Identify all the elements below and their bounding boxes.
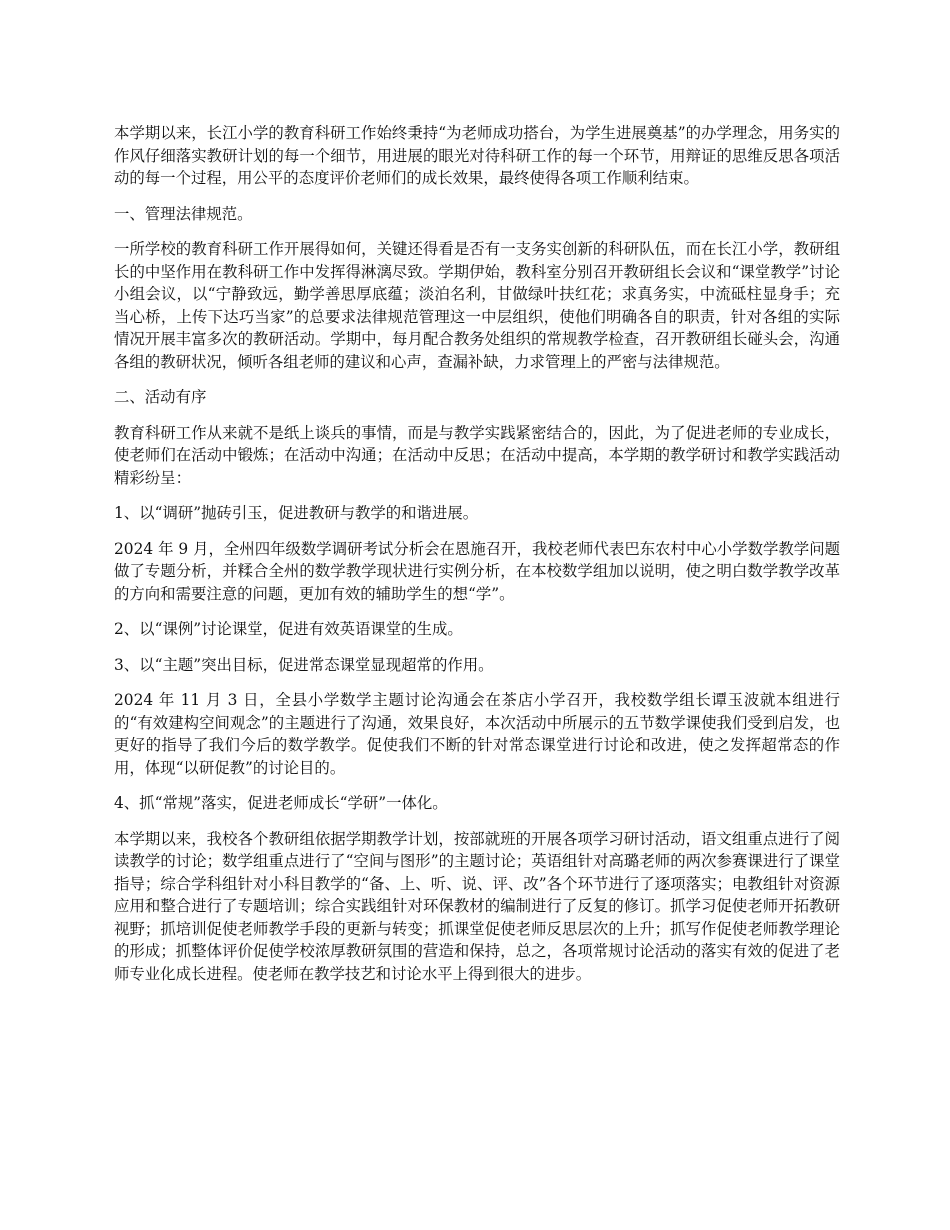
activity-heading-1: 1、以“调研”抛砖引玉，促进教研与教学的和谐进展。 [114,504,479,522]
section-heading-management: 一、管理法律规范。 [114,204,253,223]
management-paragraph: 一所学校的教育科研工作开展得如何，关键还得看是否有一支务实创新的科研队伍，而在长江小学，教研组长的中坚作用在教科研工作中发挥得淋漓尽致。学期伊始，教科室分别召开教研组长会议和“课堂教学”讨论小组会议，以“宁静致远，勤学善思厚底蕴；淡泊名利，甘做绿叶扶红花；求真务实，中流砥柱显身手；充当心桥，上传下达巧当家”的总要求法律规范管理这一中层组织，使他们明确各自的职责，针对各组的实际情况开展丰富多次的教研活动。学期中，每月配合教务处组织的常规教学检查，召开教研组长碰头会，沟通各组的教研状况，倾听各组老师的建议和心声，查漏补缺，力求管理上的严密与法律规范。 [114,240,840,371]
activity-heading-3: 3、以“主题”突出目标，促进常态课堂显现超常的作用。 [114,655,494,674]
activities-paragraph: 教育科研工作从来就不是纸上谈兵的事情，而是与教学实践紧密结合的，因此，为了促进老师的专业成长，使老师们在活动中锻炼；在活动中沟通；在活动中反思；在活动中提高，本学期的教学研讨和教学实践活动精彩纷呈： [114,423,840,487]
activity-heading-4: 4、抓“常规”落实，促进老师成长“学研”一体化。 [114,794,448,812]
intro-paragraph: 本学期以来，长江小学的教育科研工作始终秉持“为老师成功搭台，为学生进展奠基”的办学理念，用务实的作风仔细落实教研计划的每一个细节，用进展的眼光对待科研工作的每一个环节，用辩证的思维反思各项活动的每一个过程，用公平的态度评价老师们的成长效果，最终使得各项工作顺利结束。 [114,124,840,187]
document-page [114,122,840,998]
section-heading-activities: 二、活动有序 [114,388,207,406]
activity-paragraph-4: 本学期以来，我校各个教研组依据学期教学计划，按部就班的开展各项学习研讨活动，语文组重点进行了阅读教学的讨论；数学组重点进行了“空间与图形”的主题讨论；英语组针对高璐老师的两次参赛课进行了课堂指导；综合学科组针对小科目教学的“备、上、听、说、评、改”各个环节进行了逐项落实；电教组针对资源应用和整合进行了专题培训；综合实践组针对环保教材的编制进行了反复的修订。抓学习促使老师开拓教研视野；抓培训促使老师教学手段的更新与转变；抓课堂促使老师反思层次的上升；抓写作促使老师教学理论的形成；抓整体评价促使学校浓厚教研氛围的营造和保持，总之，各项常规讨论活动的落实有效的促进了老师专业化成长进程。使老师在教学技艺和讨论水平上得到很大的进步。 [114,829,840,983]
activity-paragraph-3: 2024 年 11 月 3 日，全县小学数学主题讨论沟通会在茶店小学召开，我校数学组长谭玉波就本组进行的“有效建构空间观念”的主题进行了沟通，效果良好，本次活动中所展示的五节数学课使我们受到启发，也更好的指导了我们今后的数学教学。促使我们不断的针对常态课堂进行讨论和改进，使之发挥超常态的作用，体现“以研促教”的讨论目的。 [114,691,840,777]
activity-paragraph-1: 2024 年 9 月，全州四年级数学调研考试分析会在恩施召开，我校老师代表巴东农村中心小学数学教学问题做了专题分析，并糅合全州的数学教学现状进行实例分析，在本校数学组加以说明，使之明白数学教学改革的方向和需要注意的问题，更加有效的辅助学生的想“学”。 [114,539,840,603]
activity-heading-2: 2、以“课例”讨论课堂，促进有效英语课堂的生成。 [114,620,463,638]
